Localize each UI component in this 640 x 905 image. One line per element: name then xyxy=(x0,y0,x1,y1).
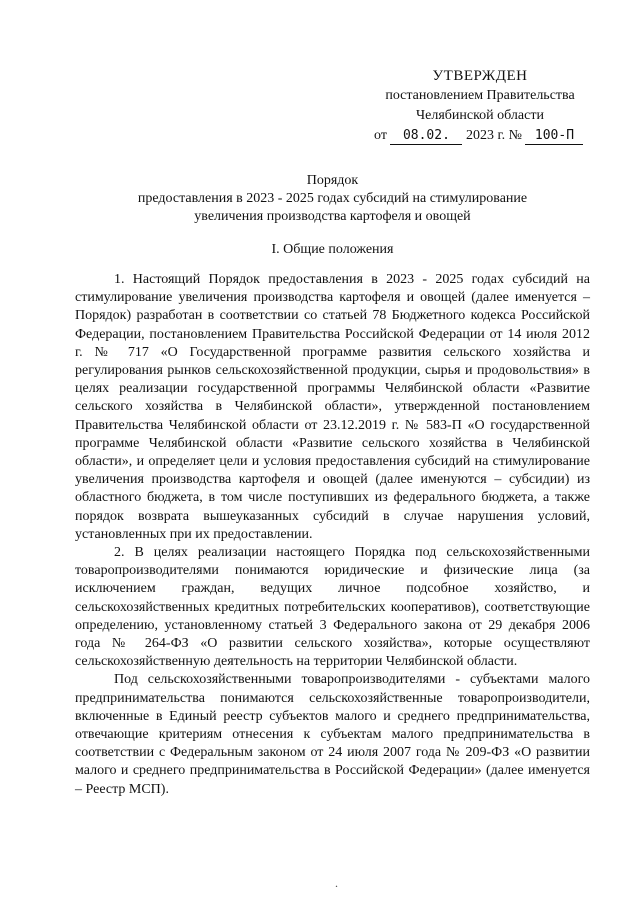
section-heading: I. Общие положения xyxy=(271,242,394,257)
title-line-1: Порядок xyxy=(306,173,359,188)
year-label: 2023 г. № xyxy=(465,128,522,143)
from-label: от xyxy=(374,128,387,143)
document-body xyxy=(75,271,590,799)
approval-title: УТВЕРЖДЕН xyxy=(432,68,528,84)
title-line-2: предоставления в 2023 - 2025 годах субсидий на стимулирование xyxy=(137,191,528,206)
approval-block xyxy=(360,66,600,146)
paragraph-1: 1. Настоящий Порядок предоставления в 2023 - 2025 годах субсидий на стимулирование увеличения производства картофеля и овощей (далее именуется – Порядок) разработан в соответствии со статьей 78 Бюджетного кодекса Российской Федерации, постановлением Правительства Российской Федерации от 14 июля 2012 г. № 717 «О Государственной программе развития сельского хозяйства и регулирования рынков сельскохозяйственной продукции, сырья и продовольствия» в целях реализации государственной программы Челябинской области «Развитие сельского хозяйства в Челябинской области», утвержденной постановлением Правительства Челябинской области от 23.12.2019 г. № 583-П «О государственной программе Челябинской области «Развитие сельского хозяйства в Челябинской области», и определяет цели и условия предоставления субсидий на стимулирование увеличения производства картофеля и овощей (далее именуются – субсидии) из областного бюджета, в том числе поступивших из федерального бюджета, а также порядок возврата вышеуказанных субсидий в случае нарушения условий, установленных при их предоставлении. xyxy=(75,272,590,542)
paragraph-2: 2. В целях реализации настоящего Порядка под сельскохозяйственными товаропроизводителями понимаются юридические и физические лица (за исключением граждан, ведущих личное подсобное хозяйство, и сельскохозяйственных кредитных потребительских кооперативов), соответствующие определению, установленному статьей 3 Федерального закона от 29 декабря 2006 года № 264-ФЗ «О развитии сельского хозяйства», которые осуществляют сельскохозяйственную деятельность на территории Челябинской области. xyxy=(75,545,590,670)
handwritten-number: 100-П xyxy=(525,127,583,145)
title-line-3: увеличения производства картофеля и овощей xyxy=(194,209,471,224)
approval-dateline xyxy=(374,126,600,146)
paragraph-3: Под сельскохозяйственными товаропроизводителями - субъектами малого предпринимательства понимаются сельскохозяйственные товаропроизводители, включенные в Единый реестр субъектов малого и среднего предпринимательства, отвечающие критериям отнесения к субъектам малого предпринимательства в соответствии с Федеральным законом от 24 июля 2007 года № 209-ФЗ «О развитии малого и среднего предпринимательства в Российской Федерации» (далее именуется – Реестр МСП). xyxy=(75,672,590,797)
handwritten-date: 08.02. xyxy=(390,127,462,145)
page-footer-mark: . xyxy=(335,876,338,890)
approval-line-1: постановлением Правительства xyxy=(385,88,575,103)
approval-line-2: Челябинской области xyxy=(416,108,544,123)
document-title xyxy=(75,172,590,226)
